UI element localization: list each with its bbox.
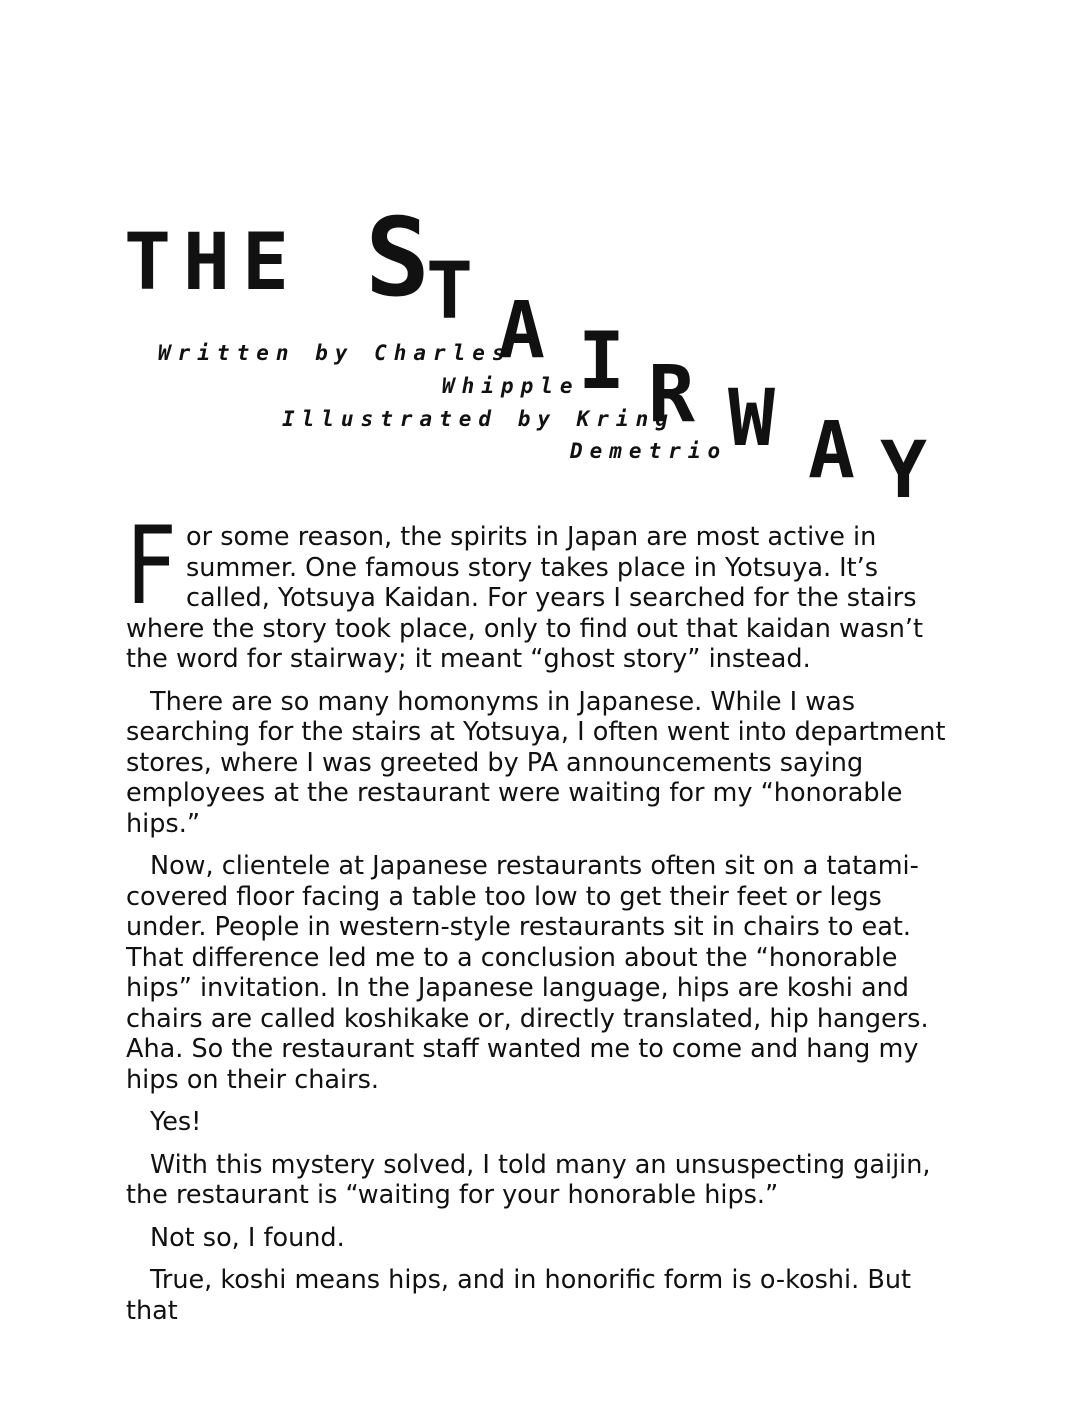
article-paragraph: Not so, I found. [150, 1222, 345, 1253]
byline-writer: Written by Charles [158, 341, 512, 365]
article-paragraph: There are so many homonyms in Japanese. While I was searching for the stairs at Yotsuya, I often went into department stores, where I was greeted by PA announcements saying employees at the restaurant were waiting for my “honorable hips.” [126, 686, 946, 839]
title-letter: T [124, 218, 171, 308]
title-letter: H [183, 218, 230, 308]
title-letter: T [426, 247, 473, 337]
byline-illustrator-surname: Demetrio [570, 439, 728, 463]
title-letter: S [365, 196, 431, 321]
article-paragraph: Yes! [150, 1107, 202, 1137]
byline-writer-surname: Whipple [442, 374, 580, 398]
title-letter: E [242, 218, 289, 308]
article-paragraph: True, koshi means hips, and in honorific form is o-koshi. But that [126, 1265, 911, 1326]
article-paragraph [126, 504, 958, 675]
title-letter: W [728, 374, 775, 464]
title-letter: A [498, 286, 545, 376]
byline-illustrator: Illustrated by Kring [282, 407, 675, 431]
paragraph-text: or some reason, the spirits in Japan are most active in summer. One famous story takes place in Yotsuya. It’s called, Yotsuya Kaidan. For years I searched for the stairs where the story took place, only to find out that kaidan wasn’t the word for stairway; it meant “ghost story” instead. [126, 522, 923, 674]
title-letter: Y [880, 426, 927, 516]
article-paragraph: With this mystery solved, I told many an unsuspecting gaijin, the restaurant is “waiting for your honorable hips.” [126, 1149, 931, 1210]
drop-cap: F [126, 504, 177, 629]
title-letter: R [648, 350, 695, 440]
article-body [126, 504, 958, 1338]
title-letter: I [578, 317, 625, 407]
title-letter: A [808, 406, 855, 496]
article-paragraph: Now, clientele at Japanese restaurants often sit on a tatami-covered floor facing a table too low to get their feet or legs under. People in western-style restaurants sit in chairs to eat. That difference led me to a conclusion about the “honorable hips” invitation. In the Japanese language, hips are koshi and chairs are called koshikake or, directly translated, hip hangers. Aha. So the restaurant staff wanted me to come and hang my hips on their chairs. [126, 851, 929, 1095]
